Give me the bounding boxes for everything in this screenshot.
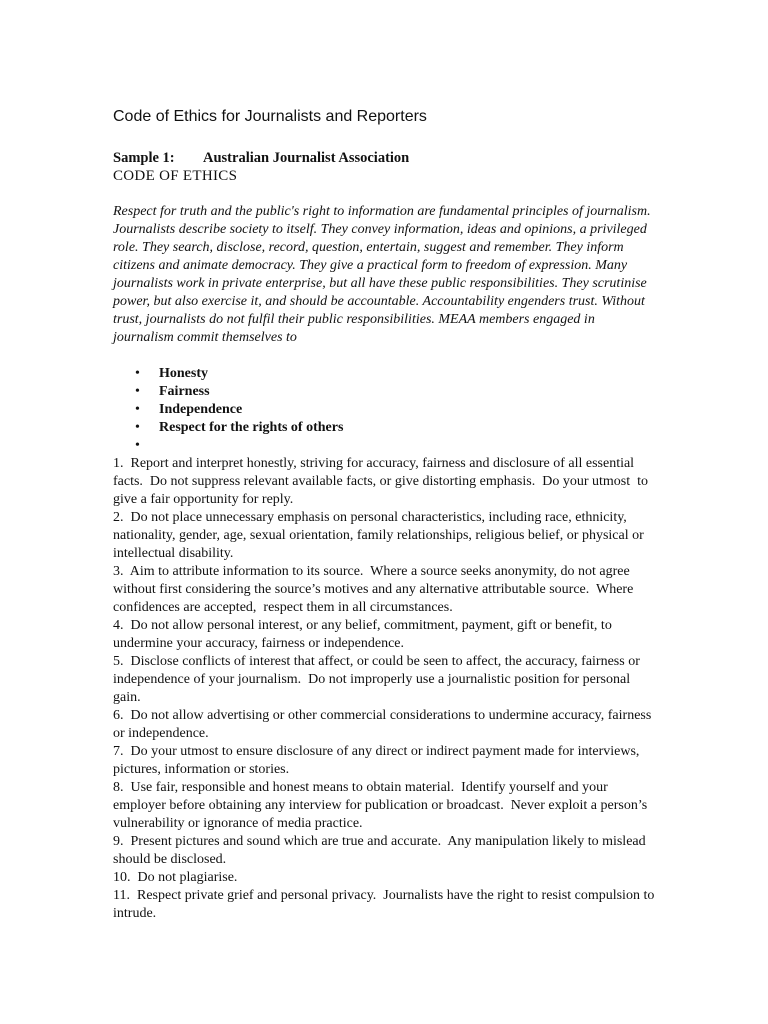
clause-3: 3. Aim to attribute information to its source. Where a source seeks anonymity, do not agree without first considering the source’s motives and any alternative attributable source. Where confidences are accepted, respect them in all circumstances. [113, 564, 637, 615]
clause-9: 9. Present pictures and sound which are true and accurate. Any manipulation likely to mislead should be disclosed. [113, 834, 650, 867]
clause-5: 5. Disclose conflicts of interest that affect, or could be seen to affect, the accuracy, fairness or independence of your journalism. Do not improperly use a journalistic position for personal gain. [113, 654, 644, 705]
bullet-icon: • [135, 366, 140, 381]
value-item-empty [113, 437, 658, 455]
clause-6: 6. Do not allow advertising or other commercial considerations to undermine accuracy, fairness or independence. [113, 708, 655, 741]
intro-paragraph: Respect for truth and the public's right to information are fundamental principles of journalism. Journalists describe society to itself. They convey information, ideas and opinions, a privileged role. They search, disclose, record, question, entertain, suggest and remember. They inform citizens and animate democracy. They give a practical form to freedom of expression. Many journalists work in private enterprise, but all have these public responsibilities. They scrutinise power, but also exercise it, and should be accountable. Accountability engenders trust. Without trust, journalists do not fulfil their public responsibilities. MEAA members engaged in journalism commit themselves to [113, 204, 651, 345]
clause-10: 10. Do not plagiarise. [113, 870, 238, 885]
clause-11: 11. Respect private grief and personal privacy. Journalists have the right to resist compulsion to intrude. [113, 888, 658, 921]
value-item: • Independence [135, 402, 243, 417]
bullet-icon: • [135, 402, 140, 417]
clause-2: 2. Do not place unnecessary emphasis on personal characteristics, including race, ethnicity, nationality, gender, age, sexual orientation, family relationships, religious belief, or physical or intellectual disability. [113, 510, 648, 561]
bullet-icon: • [135, 420, 140, 435]
document-title: Code of Ethics for Journalists and Reporters [113, 108, 427, 125]
sample-label: Sample 1: [113, 150, 175, 166]
sample-heading [113, 149, 658, 167]
clause-7: 7. Do your utmost to ensure disclosure of any direct or indirect payment made for interviews, pictures, information or stories. [113, 744, 643, 777]
value-item: • Fairness [135, 384, 210, 399]
bullet-icon: • [135, 384, 140, 399]
sample-organization: Australian Journalist Association [203, 150, 410, 166]
value-item: • Honesty [135, 366, 208, 381]
values-list [113, 365, 658, 455]
document-page [113, 106, 658, 923]
clause-8: 8. Use fair, responsible and honest means to obtain material. Identify yourself and your employer before obtaining any interview for publication or broadcast. Never exploit a person’s vulnerability or ignorance of media practice. [113, 780, 651, 831]
value-item: • Respect for the rights of others [135, 420, 344, 435]
code-of-ethics-heading: CODE OF ETHICS [113, 168, 238, 184]
clause-4: 4. Do not allow personal interest, or any belief, commitment, payment, gift or benefit, to undermine your accuracy, fairness or independence. [113, 618, 616, 651]
bullet-icon: • [135, 438, 140, 453]
clauses-list [113, 455, 658, 923]
clause-1: 1. Report and interpret honestly, striving for accuracy, fairness and disclosure of all essential facts. Do not suppress relevant available facts, or give distorting emphasis. Do your utmost to give a fair opportunity for reply. [113, 456, 652, 507]
